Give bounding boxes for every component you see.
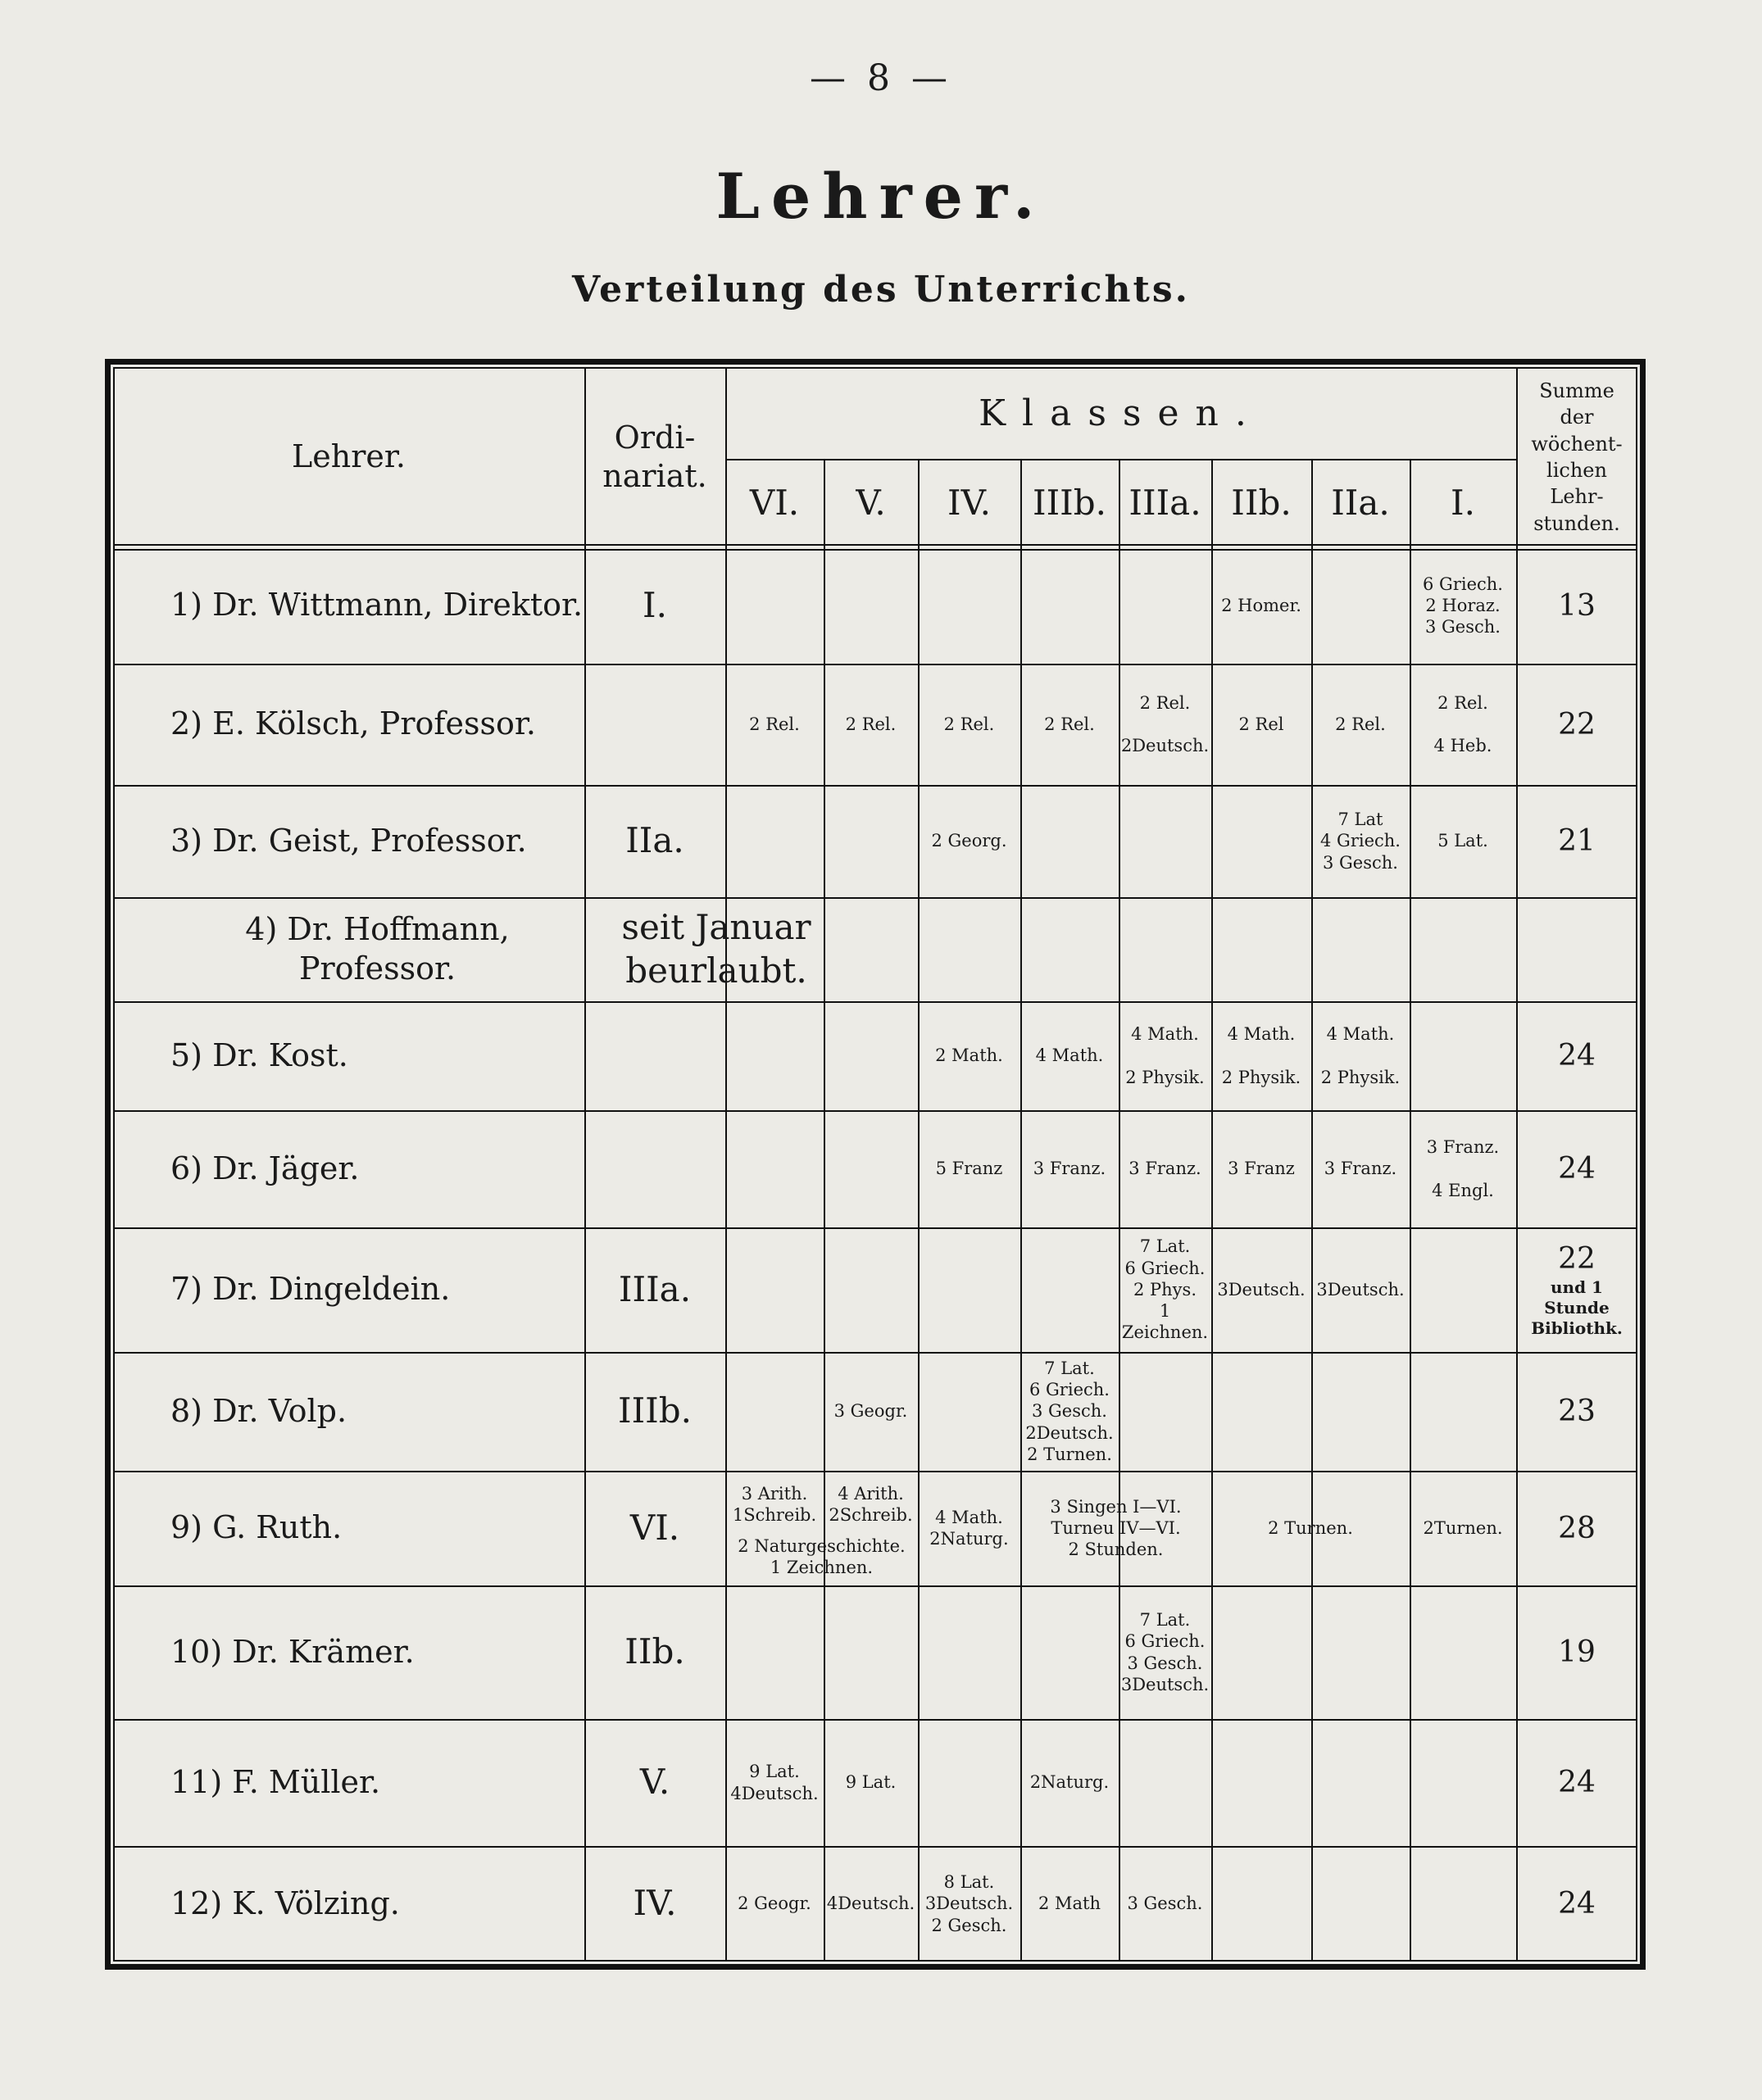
teacher-name: 4) Dr. Hoffmann, Professor. <box>245 911 510 987</box>
weekly-hours-sum: 24 <box>1558 1766 1596 1799</box>
lesson-cell-IV: 4 Math. 2Naturg. <box>929 1507 1009 1549</box>
lesson-cell-IIb: 3 Franz <box>1228 1159 1295 1179</box>
weekly-hours-note: Bibliothk. <box>1531 1318 1623 1338</box>
lesson-cell-IIb: 4 Math. 2 Physik. <box>1221 1024 1301 1087</box>
header-summe: Summe der wöchent- lichen Lehr- stunden. <box>1531 379 1623 535</box>
lesson-cell-IV: 8 Lat. 3Deutsch. 2 Gesch. <box>924 1872 1014 1935</box>
teacher-name: 10) Dr. Krämer. <box>170 1633 415 1670</box>
ordinariat: IIIa. <box>618 1268 692 1309</box>
page-number: — 8 — <box>810 57 952 99</box>
lesson-cell-IIIb: 2Naturg. <box>1029 1772 1110 1793</box>
lesson-cell-IIIa: 4 Math. 2 Physik. <box>1125 1024 1205 1087</box>
lesson-cell-V: 4 Arith. 2Schreib. <box>829 1483 913 1525</box>
ordinariat: IV. <box>633 1883 677 1924</box>
weekly-hours-sum: 24 <box>1558 1039 1596 1073</box>
teacher-name: 12) K. Völzing. <box>170 1885 400 1921</box>
teacher-name: 2) E. Kölsch, Professor. <box>170 705 536 742</box>
header-lehrer: Lehrer. <box>292 438 406 475</box>
lesson-cell-IIIa: 7 Lat. 6 Griech. 3 Gesch. 3Deutsch. <box>1120 1610 1210 1694</box>
ordinariat: IIIb. <box>617 1390 692 1431</box>
lesson-cell-IIa: 2 Rel. <box>1335 714 1386 734</box>
weekly-hours-sum: 19 <box>1558 1635 1596 1669</box>
ordinariat: I. <box>643 584 667 625</box>
lesson-cell-IV: 2 Rel. <box>943 714 995 734</box>
lesson-cell-IIb: 2 Turnen. <box>1268 1517 1353 1538</box>
page-subtitle: Verteilung des Unterrichts. <box>572 269 1190 311</box>
lesson-cell-IIIa: 3 Gesch. <box>1127 1894 1203 1914</box>
lesson-cell-IIIb-IIIa-span: 3 Singen I—VI. Turneu IV—VI. 2 Stunden. <box>1050 1496 1182 1560</box>
lesson-cell-V: 2 Rel. <box>845 714 897 734</box>
ordinariat: V. <box>639 1762 670 1803</box>
header-ordinariat: Ordi- nariat. <box>602 419 707 494</box>
lesson-cell-IV: 2 Georg. <box>931 831 1007 851</box>
lesson-cell-IIa: 4 Math. 2 Physik. <box>1320 1024 1401 1087</box>
ordinariat <box>584 1110 725 1227</box>
lesson-cell-IIIa: 7 Lat. 6 Griech. 2 Phys. 1 Zeichnen. <box>1121 1236 1209 1343</box>
header-class-iia: IIa. <box>1331 482 1390 523</box>
header-class-iv: IV. <box>947 482 991 523</box>
lesson-cell-IIa: 7 Lat 4 Griech. 3 Gesch. <box>1320 810 1401 873</box>
weekly-hours-sum: 21 <box>1558 824 1596 858</box>
lesson-cell-IIIa: 2 Rel. 2Deutsch. <box>1120 692 1210 756</box>
page-title: Lehrer. <box>715 160 1047 233</box>
lesson-cell-I: 6 Griech. 2 Horaz. 3 Gesch. <box>1423 574 1503 637</box>
lesson-cell-I: 2 Rel. 4 Heb. <box>1433 692 1492 756</box>
header-class-vi: VI. <box>749 482 800 523</box>
lesson-cell-I: 2Turnen. <box>1423 1517 1503 1538</box>
lesson-cell-IIb: 2 Homer. <box>1221 595 1301 615</box>
teacher-name: 9) G. Ruth. <box>170 1509 343 1546</box>
header-klassen: Klassen. <box>979 392 1263 434</box>
header-class-iib: IIb. <box>1231 482 1292 523</box>
ordinariat: VI. <box>629 1507 680 1548</box>
weekly-hours-sum: 24 <box>1558 1887 1596 1921</box>
lesson-cell-IIb: 3Deutsch. <box>1217 1279 1306 1299</box>
teacher-name: 6) Dr. Jäger. <box>170 1150 360 1186</box>
lesson-cell-IIa: 3Deutsch. <box>1316 1279 1405 1299</box>
lesson-cell-VI: 2 Rel. <box>749 714 800 734</box>
weekly-hours-sum: 28 <box>1558 1511 1596 1545</box>
header-class-iiia: IIIa. <box>1128 482 1201 523</box>
lesson-cell-IIIb: 3 Franz. <box>1033 1159 1106 1179</box>
teacher-name: 1) Dr. Wittmann, Direktor. <box>170 587 584 624</box>
lesson-cell-IV: 2 Math. <box>935 1045 1003 1066</box>
lesson-cell-VI: 3 Arith. 1Schreib. <box>732 1483 817 1525</box>
lesson-cell-IIa: 3 Franz. <box>1324 1159 1397 1179</box>
teacher-name: 3) Dr. Geist, Professor. <box>170 822 527 859</box>
teacher-name: 5) Dr. Kost. <box>170 1036 348 1073</box>
weekly-hours-sum: 23 <box>1558 1395 1596 1428</box>
lesson-cell-VI: 2 Geogr. <box>738 1894 811 1914</box>
weekly-hours-sum: 24 <box>1558 1152 1596 1186</box>
lesson-cell-V: 4Deutsch. <box>826 1894 915 1914</box>
lesson-cell-IIIb: 7 Lat. 6 Griech. 3 Gesch. 2Deutsch. 2 Turnen. <box>1025 1358 1114 1464</box>
lesson-cell-IIIb: 2 Math <box>1038 1894 1101 1914</box>
header-class-i: I. <box>1451 482 1475 523</box>
ordinariat <box>584 1001 725 1110</box>
teacher-name: 8) Dr. Volp. <box>170 1392 347 1429</box>
ordinariat: IIb. <box>624 1631 685 1672</box>
lesson-cell-I: 3 Franz. 4 Engl. <box>1426 1137 1500 1200</box>
lesson-cell-VI-V-span: 2 Naturgeschichte. 1 Zeichnen. <box>738 1535 906 1577</box>
ordinariat: IIa. <box>625 820 684 861</box>
weekly-hours-sum: 13 <box>1558 588 1596 623</box>
lesson-cell-V: 3 Geogr. <box>833 1401 908 1422</box>
weekly-hours-note: und 1 Stunde <box>1544 1277 1610 1318</box>
teacher-name: 11) F. Müller. <box>170 1763 381 1800</box>
lesson-cell-IIb: 2 Rel <box>1238 714 1284 734</box>
lesson-cell-V: 9 Lat. <box>845 1772 897 1793</box>
lesson-cell-IIIb: 4 Math. <box>1035 1045 1104 1066</box>
ordinariat <box>584 664 725 785</box>
header-class-iiib: IIIb. <box>1032 482 1106 523</box>
weekly-hours-sum: 22 <box>1558 707 1596 742</box>
weekly-hours-sum <box>1516 1227 1637 1352</box>
lesson-cell-IIIa: 3 Franz. <box>1128 1159 1201 1179</box>
lesson-cell-IV: 5 Franz <box>935 1159 1003 1179</box>
ordinariat-note: seit Januar beurlaubt. <box>621 907 811 991</box>
weekly-hours-value: 22 <box>1558 1242 1596 1276</box>
teacher-name: 7) Dr. Dingeldein. <box>170 1271 451 1308</box>
lesson-cell-VI: 9 Lat. 4Deutsch. <box>730 1762 819 1803</box>
header-class-v: V. <box>856 482 886 523</box>
lesson-cell-IIIb: 2 Rel. <box>1044 714 1095 734</box>
lesson-cell-I: 5 Lat. <box>1437 831 1488 851</box>
